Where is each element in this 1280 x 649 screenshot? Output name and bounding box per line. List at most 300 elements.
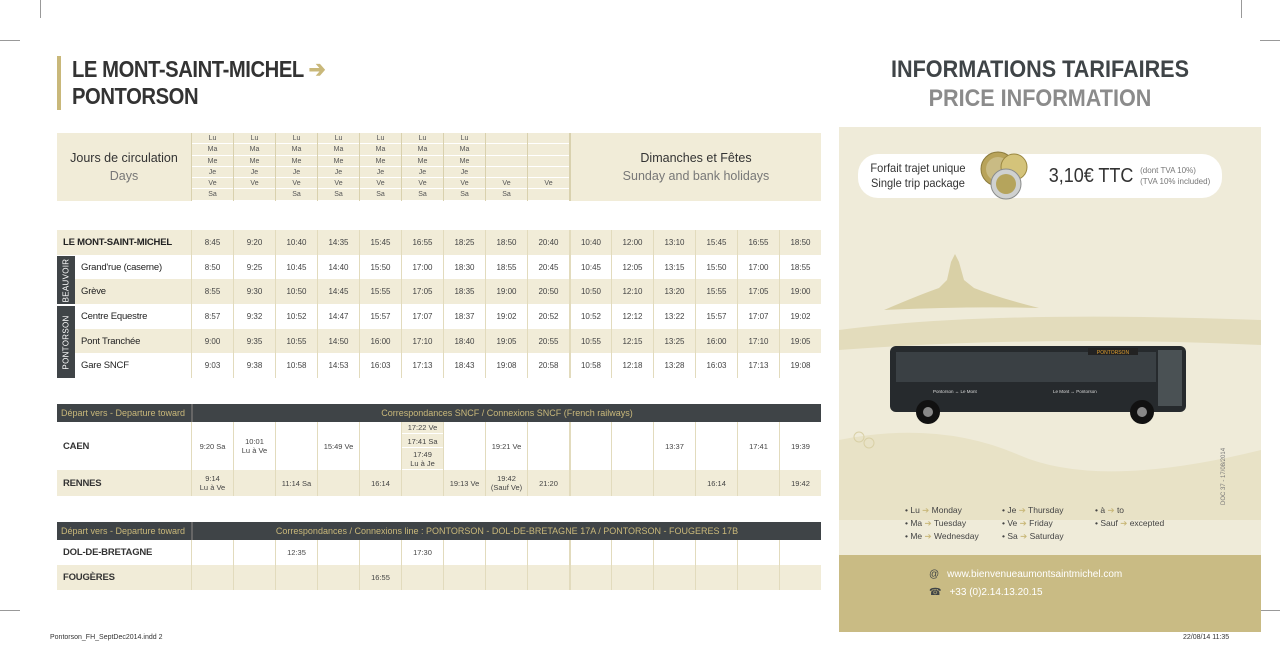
connection-time	[317, 540, 359, 565]
stop-time: 18:40	[443, 329, 485, 354]
connection-time	[191, 565, 233, 590]
connection-time	[653, 540, 695, 565]
day-code: Ma	[276, 144, 317, 155]
bus-sign: PONTORSON	[1096, 350, 1130, 356]
connection-time: 16:55	[359, 565, 401, 590]
day-code	[528, 189, 569, 200]
day-code: Ve	[192, 178, 233, 189]
day-code: Me	[234, 156, 275, 167]
day-code: Sa	[276, 189, 317, 200]
day-code: Me	[360, 156, 401, 167]
legend-code: Sauf	[1100, 518, 1118, 528]
stop-time: 17:10	[401, 329, 443, 354]
connection-time	[569, 470, 611, 496]
stop-time: 9:38	[233, 353, 275, 378]
days-column	[275, 133, 317, 201]
stop-time: 10:50	[275, 279, 317, 304]
stop-time: 14:35	[317, 230, 359, 255]
day-code: Ve	[444, 178, 485, 189]
arrow-right-icon: ➔	[919, 505, 932, 515]
contact-info	[929, 566, 1122, 602]
stop-time: 20:55	[527, 329, 569, 354]
crop-mark	[0, 610, 20, 611]
stop-time: 20:40	[527, 230, 569, 255]
website-link[interactable]: www.bienvenueaumontsaintmichel.com	[947, 569, 1123, 580]
stop-time: 17:05	[401, 279, 443, 304]
bus-connections-table	[57, 522, 821, 590]
stop-time: 10:40	[569, 230, 611, 255]
legend-code: Sa	[1007, 531, 1018, 541]
stop-time: 10:50	[569, 279, 611, 304]
days-column	[401, 133, 443, 201]
day-code	[528, 144, 569, 155]
day-code: Lu	[234, 133, 275, 144]
stop-time: 18:37	[443, 304, 485, 329]
day-code	[486, 156, 527, 167]
legend-code: Ve	[1007, 518, 1018, 528]
day-code: Ma	[444, 144, 485, 155]
day-code: Ma	[360, 144, 401, 155]
connection-time	[359, 540, 401, 565]
stop-time: 10:55	[569, 329, 611, 354]
stacked-time: 17:41 Sa	[402, 436, 443, 448]
legend-code: Lu	[910, 505, 920, 515]
arrow-right-icon: ➔	[922, 531, 935, 541]
stop-time: 18:55	[779, 255, 821, 280]
stop-time: 9:32	[233, 304, 275, 329]
stop-time: 12:18	[611, 353, 653, 378]
day-code	[486, 133, 527, 144]
legend-column	[905, 504, 979, 543]
connection-time: 12:35	[275, 540, 317, 565]
day-code	[234, 189, 275, 200]
stop-time: 14:50	[317, 329, 359, 354]
days-title-fr: Jours de circulation	[70, 151, 178, 165]
connection-time	[527, 540, 569, 565]
connection-time: 13:37	[653, 422, 695, 470]
stacked-time: 17:22 Ve	[402, 422, 443, 434]
stop-time: 19:02	[779, 304, 821, 329]
stop-time: 20:50	[527, 279, 569, 304]
crop-mark	[0, 40, 20, 41]
arrow-right-icon: ➔	[1117, 518, 1130, 528]
connection-time	[317, 565, 359, 590]
connection-destination: RENNES	[57, 470, 191, 496]
days-column	[191, 133, 233, 201]
stop-time: 15:57	[359, 304, 401, 329]
stop-time: 20:58	[527, 353, 569, 378]
stop-time: 8:55	[191, 279, 233, 304]
stop-time: 10:52	[569, 304, 611, 329]
legend-bullet: •	[1002, 505, 1008, 515]
legend-item	[905, 530, 979, 543]
stop-time: 19:05	[485, 329, 527, 354]
stop-name: Grève	[57, 279, 191, 304]
connection-time	[233, 540, 275, 565]
stop-name: LE MONT-SAINT-MICHEL	[57, 230, 191, 255]
connection-time	[275, 565, 317, 590]
stop-name: Gare SNCF	[57, 353, 191, 378]
phone-icon: ☎	[929, 587, 942, 598]
stop-time: 13:22	[653, 304, 695, 329]
bus-illustration	[888, 342, 1203, 426]
stop-time: 17:13	[401, 353, 443, 378]
price-heading	[839, 56, 1241, 114]
day-code	[528, 167, 569, 178]
connection-time	[401, 565, 443, 590]
stop-name: Grand'rue (caserne)	[57, 255, 191, 280]
connection-time	[695, 565, 737, 590]
stop-time: 10:40	[275, 230, 317, 255]
legend-item	[1095, 517, 1164, 530]
connection-time	[443, 565, 485, 590]
timetable	[57, 230, 821, 378]
connection-time	[443, 422, 485, 470]
stop-time: 15:45	[359, 230, 401, 255]
stop-time: 19:00	[485, 279, 527, 304]
price-box	[858, 154, 1222, 198]
day-code: Je	[402, 167, 443, 178]
stop-time: 15:57	[695, 304, 737, 329]
connection-time	[611, 565, 653, 590]
day-code: Ma	[192, 144, 233, 155]
group-label-beauvoir: BEAUVOIR	[57, 256, 75, 304]
stop-name: Pont Tranchée	[57, 329, 191, 354]
stop-time: 15:50	[695, 255, 737, 280]
legend-item	[1002, 530, 1064, 543]
price-title-en: PRICE INFORMATION	[928, 85, 1152, 112]
day-code: Lu	[444, 133, 485, 144]
day-code: Je	[444, 167, 485, 178]
sunday-title	[569, 133, 821, 201]
days-header	[57, 133, 821, 201]
connection-time	[611, 470, 653, 496]
legend-column	[1095, 504, 1164, 530]
connection-time: 19:21 Ve	[485, 422, 527, 470]
tva-en: (TVA 10% included)	[1140, 177, 1211, 186]
arrow-right-icon: ➔	[1016, 505, 1029, 515]
connection-time	[527, 565, 569, 590]
stop-time: 15:55	[359, 279, 401, 304]
legend-code: à	[1100, 505, 1106, 515]
price-title-fr: INFORMATIONS TARIFAIRES	[890, 56, 1189, 83]
stop-time: 10:45	[275, 255, 317, 280]
connection-time	[191, 540, 233, 565]
day-code: Me	[444, 156, 485, 167]
legend-bullet: •	[1002, 531, 1008, 541]
stop-time: 16:00	[695, 329, 737, 354]
connection-destination: DOL-DE-BRETAGNE	[57, 540, 191, 565]
day-code: Lu	[360, 133, 401, 144]
legend-column	[1002, 504, 1064, 543]
day-code: Lu	[318, 133, 359, 144]
stop-time: 9:35	[233, 329, 275, 354]
arrow-right-icon: ➔	[1105, 505, 1117, 515]
connection-time: 9:20 Sa	[191, 422, 233, 470]
day-code: Je	[360, 167, 401, 178]
connection-time	[527, 422, 569, 470]
legend-bullet: •	[905, 518, 911, 528]
route-destination: PONTORSON	[72, 83, 199, 109]
legend-meaning: Thursday	[1028, 505, 1064, 515]
stacked-time: 17:49 Lu à Je	[402, 449, 443, 470]
stop-time: 18:55	[485, 255, 527, 280]
stop-time: 13:15	[653, 255, 695, 280]
legend-item	[1002, 504, 1064, 517]
stop-time: 16:03	[695, 353, 737, 378]
price-label-en: Single trip package	[871, 176, 965, 190]
stop-time: 13:25	[653, 329, 695, 354]
crop-mark	[1260, 610, 1280, 611]
legend-item	[905, 517, 979, 530]
days-column	[233, 133, 275, 201]
stop-time: 9:03	[191, 353, 233, 378]
days-column	[527, 133, 569, 201]
day-code: Ve	[528, 178, 569, 189]
stop-time: 8:45	[191, 230, 233, 255]
stop-time: 12:05	[611, 255, 653, 280]
connection-time	[611, 540, 653, 565]
coins-icon	[978, 149, 1042, 205]
days-column	[443, 133, 485, 201]
connection-time: 16:14	[359, 470, 401, 496]
legend-item	[1002, 517, 1064, 530]
day-code: Me	[402, 156, 443, 167]
day-code: Je	[192, 167, 233, 178]
connection-time	[653, 470, 695, 496]
crop-mark	[1260, 40, 1280, 41]
legend-code: Me	[910, 531, 923, 541]
connections-title: Correspondances SNCF / Connexions SNCF (French railways)	[191, 404, 821, 422]
stop-time: 9:20	[233, 230, 275, 255]
day-code	[486, 167, 527, 178]
connection-time	[779, 565, 821, 590]
bus-side-text-1: Pontorson ↔ Le Mont	[933, 389, 977, 394]
day-code	[486, 144, 527, 155]
footer-right: 22/08/14 11:35	[1183, 634, 1230, 641]
stop-time: 13:10	[653, 230, 695, 255]
legend-meaning: excepted	[1129, 518, 1165, 528]
phone-number: +33 (0)2.14.13.20.15	[949, 587, 1043, 598]
stop-time: 17:05	[737, 279, 779, 304]
crop-mark	[1241, 0, 1242, 18]
connection-time: 11:14 Sa	[275, 470, 317, 496]
stop-time: 19:05	[779, 329, 821, 354]
stop-time: 12:12	[611, 304, 653, 329]
day-code: Ve	[276, 178, 317, 189]
connection-time	[317, 470, 359, 496]
day-code: Sa	[402, 189, 443, 200]
stop-time: 20:45	[527, 255, 569, 280]
stop-time: 16:55	[737, 230, 779, 255]
stop-time: 13:28	[653, 353, 695, 378]
stop-time: 17:07	[401, 304, 443, 329]
day-code: Ve	[318, 178, 359, 189]
legend-meaning: Wednesday	[934, 531, 979, 541]
connection-time: 10:01 Lu à Ve	[233, 422, 275, 470]
legend-meaning: to	[1116, 505, 1125, 515]
connection-time: 15:49 Ve	[317, 422, 359, 470]
legend-item	[1095, 504, 1164, 517]
day-code: Ve	[234, 178, 275, 189]
stop-time: 14:53	[317, 353, 359, 378]
connection-time: 21:20	[527, 470, 569, 496]
day-code: Ma	[318, 144, 359, 155]
day-code: Me	[276, 156, 317, 167]
connection-time	[233, 470, 275, 496]
stop-time: 19:00	[779, 279, 821, 304]
stop-time: 16:55	[401, 230, 443, 255]
days-title-en: Days	[109, 169, 139, 183]
arrow-right-icon: ➔	[1017, 531, 1030, 541]
connection-destination: CAEN	[57, 422, 191, 470]
stop-name: Centre Equestre	[57, 304, 191, 329]
connection-time	[485, 540, 527, 565]
stop-time: 9:25	[233, 255, 275, 280]
legend-bullet: •	[1002, 518, 1008, 528]
day-code: Sa	[318, 189, 359, 200]
stop-time: 12:00	[611, 230, 653, 255]
day-code: Me	[192, 156, 233, 167]
stop-time: 17:07	[737, 304, 779, 329]
day-code: Sa	[360, 189, 401, 200]
legend-meaning: Saturday	[1029, 531, 1064, 541]
connections-title: Correspondances / Connexions line : PONTORSON - DOL-DE-BRETAGNE 17A / PONTORSON - FOUGERES 17B	[191, 522, 821, 540]
day-code: Sa	[444, 189, 485, 200]
legend-bullet: •	[1095, 505, 1101, 515]
connection-time	[569, 565, 611, 590]
stop-time: 18:43	[443, 353, 485, 378]
stop-time: 18:35	[443, 279, 485, 304]
connection-time: 9:14 Lu à Ve	[191, 470, 233, 496]
day-code: Sa	[486, 189, 527, 200]
departure-header: Départ vers - Departure toward	[57, 522, 191, 540]
connection-time: 19:39	[779, 422, 821, 470]
stop-time: 15:55	[695, 279, 737, 304]
arrow-right-icon: ➔	[308, 56, 326, 82]
day-code: Ve	[402, 178, 443, 189]
connection-time	[611, 422, 653, 470]
footer-left: Pontorson_FH_SeptDec2014.indd 2	[50, 634, 163, 641]
day-code: Me	[318, 156, 359, 167]
stop-time: 19:08	[779, 353, 821, 378]
days-column	[317, 133, 359, 201]
day-code: Lu	[192, 133, 233, 144]
arrow-right-icon: ➔	[922, 518, 934, 528]
stop-time: 15:50	[359, 255, 401, 280]
connection-time	[569, 422, 611, 470]
day-code: Je	[234, 167, 275, 178]
day-code: Sa	[192, 189, 233, 200]
connection-time	[401, 422, 443, 470]
stop-time: 18:25	[443, 230, 485, 255]
stop-time: 18:50	[485, 230, 527, 255]
connection-time	[569, 540, 611, 565]
stop-time: 10:58	[569, 353, 611, 378]
connection-time: 17:30	[401, 540, 443, 565]
doc-reference: DOC 37 - 17/08/2014	[1221, 447, 1227, 505]
stop-time: 17:00	[737, 255, 779, 280]
stop-time: 9:00	[191, 329, 233, 354]
connection-time: 19:42 (Sauf Ve)	[485, 470, 527, 496]
legend-bullet: •	[905, 505, 911, 515]
stop-time: 8:57	[191, 304, 233, 329]
connection-time	[695, 540, 737, 565]
sunday-title-fr: Dimanches et Fêtes	[640, 151, 752, 165]
crop-mark	[40, 0, 41, 18]
day-code: Ma	[402, 144, 443, 155]
stop-time: 16:03	[359, 353, 401, 378]
connection-time: 19:42	[779, 470, 821, 496]
legend-bullet: •	[905, 531, 911, 541]
legend-meaning: Friday	[1029, 518, 1053, 528]
days-column	[485, 133, 527, 201]
stop-time: 12:10	[611, 279, 653, 304]
at-icon: @	[929, 569, 940, 580]
connection-destination: FOUGÈRES	[57, 565, 191, 590]
connection-time	[401, 470, 443, 496]
stop-time: 14:45	[317, 279, 359, 304]
stop-time: 17:13	[737, 353, 779, 378]
price-amount: 3,10€ TTC	[1048, 164, 1134, 187]
stop-time: 10:45	[569, 255, 611, 280]
connection-time: 16:14	[695, 470, 737, 496]
day-code	[528, 133, 569, 144]
stop-time: 13:20	[653, 279, 695, 304]
connection-time: 19:13 Ve	[443, 470, 485, 496]
stop-time: 16:00	[359, 329, 401, 354]
group-label-pontorson: PONTORSON	[57, 306, 75, 378]
connection-time	[695, 422, 737, 470]
departure-header: Départ vers - Departure toward	[57, 404, 191, 422]
route-title	[57, 56, 360, 110]
legend-code: Ma	[910, 518, 923, 528]
stop-time: 14:40	[317, 255, 359, 280]
connection-time	[737, 470, 779, 496]
price-label-fr: Forfait trajet unique	[870, 161, 966, 175]
legend-item	[905, 504, 979, 517]
arrow-right-icon: ➔	[1017, 518, 1030, 528]
connection-time	[275, 422, 317, 470]
stop-time: 17:00	[401, 255, 443, 280]
sunday-title-en: Sunday and bank holidays	[622, 169, 770, 183]
bus-side-text-2: Le Mont ↔ Pontorson	[1053, 389, 1097, 394]
stop-time: 9:30	[233, 279, 275, 304]
day-code: Lu	[402, 133, 443, 144]
stop-time: 17:10	[737, 329, 779, 354]
day-code: Lu	[276, 133, 317, 144]
legend-bullet: •	[1095, 518, 1101, 528]
tva-fr: (dont TVA 10%)	[1140, 166, 1196, 175]
connection-time	[233, 565, 275, 590]
stop-time: 20:52	[527, 304, 569, 329]
connection-time: 17:41	[737, 422, 779, 470]
connection-time	[359, 422, 401, 470]
connection-time	[737, 540, 779, 565]
stop-time: 10:58	[275, 353, 317, 378]
stop-time: 18:30	[443, 255, 485, 280]
day-code: Ve	[360, 178, 401, 189]
stop-time: 12:15	[611, 329, 653, 354]
stop-time: 18:50	[779, 230, 821, 255]
days-column	[359, 133, 401, 201]
stop-time: 8:50	[191, 255, 233, 280]
stop-time: 19:02	[485, 304, 527, 329]
days-title	[57, 133, 191, 201]
route-origin: LE MONT-SAINT-MICHEL	[72, 56, 304, 82]
stop-time: 10:52	[275, 304, 317, 329]
connection-time	[485, 565, 527, 590]
